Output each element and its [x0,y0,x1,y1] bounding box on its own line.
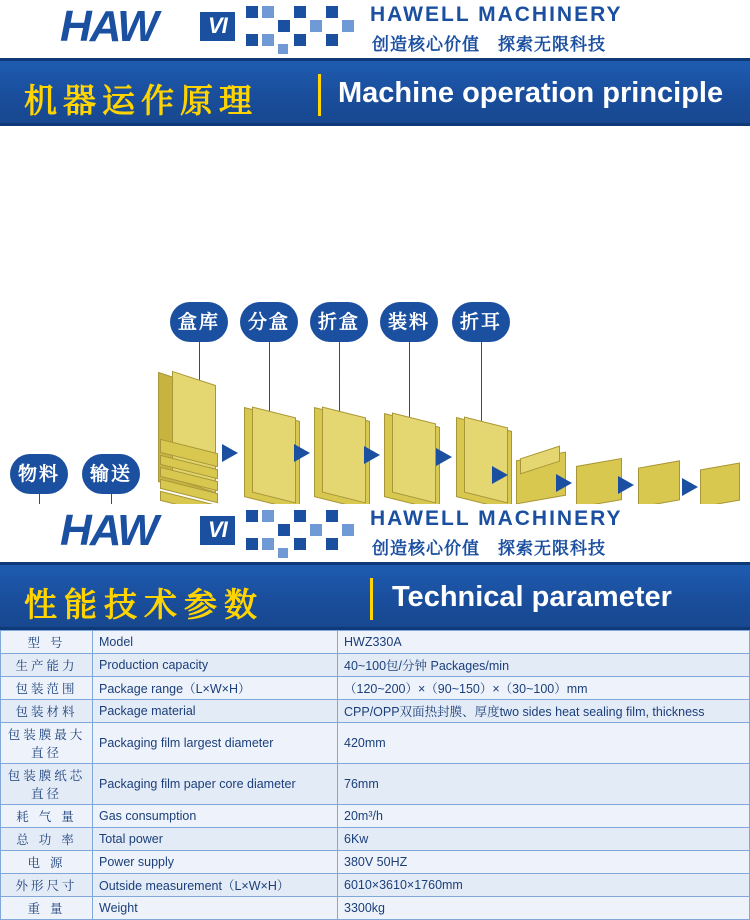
slogan-right: 探索无限科技 [498,35,606,54]
param-name-en: Package material [93,700,338,723]
param-name-cn: 包装膜最大直径 [1,723,93,764]
param-value: 20m³/h [338,805,750,828]
carton-folding-face [322,407,366,504]
step-bubble-box-separating: 分盒 [240,302,298,342]
param-name-cn: 生产能力 [1,654,93,677]
flow-arrow-2 [294,444,310,462]
param-value: 420mm [338,723,750,764]
operation-flow-diagram [0,126,750,504]
carton-flap-folding-face [464,417,508,504]
section2-title-en: Technical parameter [392,581,672,613]
param-name-en: Total power [93,828,338,851]
flow-arrow-8 [682,478,698,496]
table-row [1,874,750,897]
param-name-en: Outside measurement（L×W×H） [93,874,338,897]
flow-arrow-5 [492,466,508,484]
logo-haw-text-2: HAW [60,506,157,555]
table-row [1,897,750,920]
flow-arrow-7 [618,476,634,494]
step-bubble-flap-folding: 折耳 [452,302,510,342]
param-name-en: Power supply [93,851,338,874]
flow-arrow-3 [364,446,380,464]
table-row [1,654,750,677]
slogan-left-2: 创造核心价值 [372,539,480,558]
carton-pushing [638,460,680,507]
table-row [1,764,750,805]
slogan-left: 创造核心价值 [372,35,480,54]
carton-forming [576,458,622,508]
section2-title-cn: 性能技术参数 [24,585,264,624]
param-value: 6Kw [338,828,750,851]
param-name-en: Model [93,631,338,654]
flow-arrow-6 [556,474,572,492]
table-row [1,723,750,764]
logo-vi-badge-2: VI [200,516,235,545]
section-title-technical-parameter [0,562,750,630]
step-bubble-material: 物料 [10,454,68,494]
param-name-cn: 包装范围 [1,677,93,700]
param-name-cn: 外形尺寸 [1,874,93,897]
section1-title-en: Machine operation principle [338,77,724,109]
param-name-en: Production capacity [93,654,338,677]
leader-line-box-separating [269,342,270,414]
param-value: 3300kg [338,897,750,920]
company-name: HAWELL MACHINERY [370,3,623,26]
brand-header-bottom [0,504,750,562]
step-bubble-box-magazine: 盒库 [170,302,228,342]
param-name-cn: 包装膜纸芯直径 [1,764,93,805]
leader-line-flap-folding [481,342,482,424]
param-name-en: Packaging film largest diameter [93,723,338,764]
leader-line-box-magazine [199,342,200,384]
table-row [1,828,750,851]
title-divider [318,74,321,116]
company-name-2: HAWELL MACHINERY [370,507,623,530]
flow-arrow-4 [436,448,452,466]
brand-header-top [0,0,750,58]
logo-haw-text: HAW [60,2,157,51]
table-row [1,700,750,723]
table-row [1,631,750,654]
table-row [1,805,750,828]
param-name-cn: 包装材料 [1,700,93,723]
table-row [1,677,750,700]
slogan-right-2: 探索无限科技 [498,539,606,558]
carton-output [700,462,740,507]
param-value: 380V 50HZ [338,851,750,874]
step-bubble-box-folding: 折盒 [310,302,368,342]
table-row [1,851,750,874]
param-value: 40~100包/分钟 Packages/min [338,654,750,677]
carton-separating-face [252,407,296,504]
step-bubble-loading: 装料 [380,302,438,342]
param-name-en: Packaging film paper core diameter [93,764,338,805]
param-name-en: Gas consumption [93,805,338,828]
carton-loading-face [392,413,436,504]
leader-line-loading [409,342,410,420]
param-name-cn: 总 功 率 [1,828,93,851]
title-divider-2 [370,578,373,620]
flow-arrow-1 [222,444,238,462]
technical-parameter-table [0,630,750,920]
section1-title-cn: 机器运作原理 [24,81,258,120]
param-value: CPP/OPP双面热封膜、厚度two sides heat sealing film, thickness [338,700,750,723]
param-value: 6010×3610×1760mm [338,874,750,897]
param-value: HWZ330A [338,631,750,654]
section-title-operation-principle [0,58,750,126]
leader-line-box-folding [339,342,340,414]
param-name-cn: 电 源 [1,851,93,874]
param-name-en: Weight [93,897,338,920]
company-slogan [372,30,606,55]
logo-vi-badge: VI [200,12,235,41]
company-slogan-2 [372,534,606,559]
param-value: （120~200）×（90~150）×（30~100）mm [338,677,750,700]
param-name-cn: 耗 气 量 [1,805,93,828]
param-name-cn: 型 号 [1,631,93,654]
step-bubble-conveying: 输送 [82,454,140,494]
technical-parameter-table-wrapper [0,630,750,920]
param-value: 76mm [338,764,750,805]
param-name-cn: 重 量 [1,897,93,920]
param-name-en: Package range（L×W×H） [93,677,338,700]
